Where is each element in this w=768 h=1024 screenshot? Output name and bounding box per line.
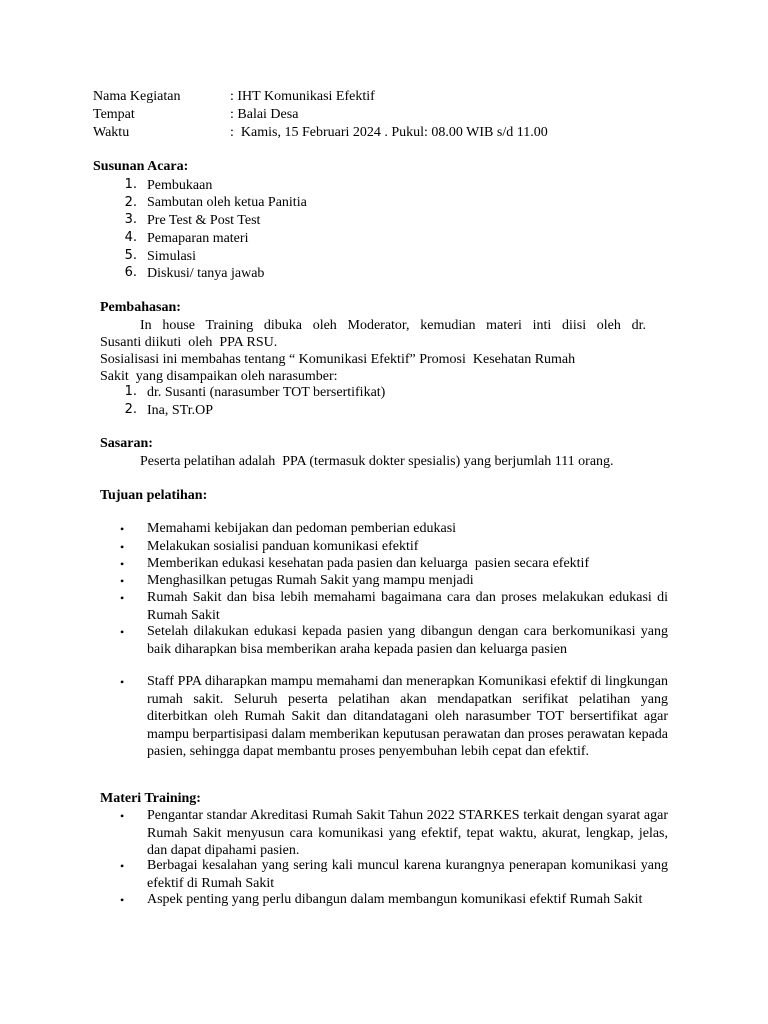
list-number: 5. bbox=[124, 248, 137, 263]
agenda-item: Diskusi/ tanya jawab bbox=[147, 266, 265, 281]
list-number: 2. bbox=[124, 402, 137, 417]
materi-item: Berbagai kesalahan yang sering kali muncul karena kurangnya penerapan komunikasi yang efektif di Rumah Sakit bbox=[147, 858, 668, 891]
info-value: : Kamis, 15 Februari 2024 . Pukul: 08.00 WIB s/d 11.00 bbox=[230, 125, 548, 140]
tujuan-item: Memberikan edukasi kesehatan pada pasien dan keluarga pasien secara efektif bbox=[147, 556, 590, 571]
bullet-marker: • bbox=[120, 625, 125, 639]
info-value: : Balai Desa bbox=[230, 107, 299, 122]
agenda-item: Sambutan oleh ketua Panitia bbox=[147, 195, 307, 210]
tujuan-item: Melakukan sosialisi panduan komunikasi efektif bbox=[147, 539, 419, 554]
pembahasan-line: Sosialisasi ini membahas tentang “ Komunikasi Efektif” Promosi Kesehatan Rumah bbox=[100, 352, 576, 367]
info-row-nama-kegiatan bbox=[93, 88, 693, 106]
agenda-item: Simulasi bbox=[147, 249, 197, 264]
bullet-marker: • bbox=[120, 522, 125, 536]
info-row-tempat bbox=[93, 106, 693, 124]
pembahasan-line: In house Training dibuka oleh Moderator, kemudian materi inti diisi oleh dr. bbox=[140, 318, 646, 333]
materi-item: Pengantar standar Akreditasi Rumah Sakit Tahun 2022 STARKES terkait dengan syarat agar Rumah Sakit menyusun cara komunikasi yang efektif, tepat waktu, akurat, lengkap, jelas, dan dapat dipahami pasien. bbox=[147, 808, 668, 858]
susunan-acara-heading: Susunan Acara: bbox=[93, 159, 189, 174]
info-value: : IHT Komunikasi Efektif bbox=[230, 89, 375, 104]
agenda-item: Pembukaan bbox=[147, 178, 213, 193]
tujuan-item: Setelah dilakukan edukasi kepada pasien yang dibangun dengan cara berkomunikasi yang baik diharapkan bisa memberikan araha kepada pasien dan keluarga pasien bbox=[147, 624, 668, 657]
list-number: 6. bbox=[124, 265, 137, 280]
tujuan-item: Staff PPA diharapkan mampu memahami dan menerapkan Komunikasi efektif di lingkungan rumah sakit. Seluruh peserta pelatihan akan mendapatkan serifikat pelatihan yang diterbitkan oleh Rumah Sakit dan ditandatagani oleh narasumber TOT bersertifikat agar mampu berpartisipasi dalam memberikan keputusan perawatan dan proses perawatan kepada pasien, sehingga dapat membantu proses penyembuhan lebih cepat dan efektif. bbox=[147, 674, 668, 759]
bullet-marker: • bbox=[120, 574, 125, 588]
bullet-marker: • bbox=[120, 540, 125, 554]
list-number: 4. bbox=[124, 230, 137, 245]
list-number: 2. bbox=[124, 195, 137, 210]
tujuan-item: Memahami kebijakan dan pedoman pemberian edukasi bbox=[147, 521, 457, 536]
bullet-marker: • bbox=[120, 591, 125, 605]
pembahasan-line: Sakit yang disampaikan oleh narasumber: bbox=[100, 369, 338, 384]
bullet-marker: • bbox=[120, 859, 125, 873]
list-number: 3. bbox=[124, 212, 137, 227]
list-number: 1. bbox=[124, 384, 137, 399]
speaker-item: dr. Susanti (narasumber TOT bersertifikat) bbox=[147, 385, 386, 400]
list-number: 1. bbox=[124, 177, 137, 192]
info-row-waktu bbox=[93, 124, 693, 142]
info-label: Nama Kegiatan bbox=[93, 89, 181, 104]
speaker-item: Ina, STr.OP bbox=[147, 403, 214, 418]
bullet-marker: • bbox=[120, 675, 125, 689]
tujuan-heading: Tujuan pelatihan: bbox=[100, 488, 208, 503]
agenda-item: Pre Test & Post Test bbox=[147, 213, 261, 228]
info-label: Waktu bbox=[93, 125, 130, 140]
pembahasan-heading: Pembahasan: bbox=[100, 300, 181, 315]
materi-item: Aspek penting yang perlu dibangun dalam membangun komunikasi efektif Rumah Sakit bbox=[147, 892, 643, 907]
info-label: Tempat bbox=[93, 107, 135, 122]
materi-heading: Materi Training: bbox=[100, 791, 201, 806]
sasaran-heading: Sasaran: bbox=[100, 436, 153, 451]
tujuan-item: Menghasilkan petugas Rumah Sakit yang mampu menjadi bbox=[147, 573, 474, 588]
agenda-item: Pemaparan materi bbox=[147, 231, 249, 246]
bullet-marker: • bbox=[120, 893, 125, 907]
tujuan-item: Rumah Sakit dan bisa lebih memahami bagaimana cara dan proses melakukan edukasi di Rumah Sakit bbox=[147, 590, 668, 623]
bullet-marker: • bbox=[120, 809, 125, 823]
sasaran-text: Peserta pelatihan adalah PPA (termasuk dokter spesialis) yang berjumlah 111 orang. bbox=[140, 454, 614, 469]
bullet-marker: • bbox=[120, 557, 125, 571]
pembahasan-line: Susanti diikuti oleh PPA RSU. bbox=[100, 335, 278, 350]
